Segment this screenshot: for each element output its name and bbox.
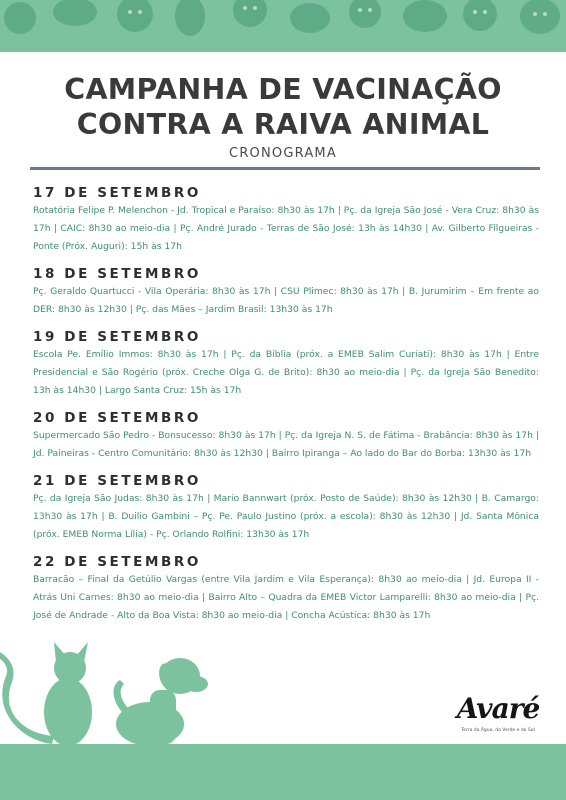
schedule-day	[33, 472, 539, 544]
schedule-day	[33, 184, 539, 256]
schedule-day	[33, 265, 539, 319]
logo-tagline: Terra da Água, do Verde e do Sol	[461, 728, 535, 733]
schedule-list	[33, 184, 539, 634]
day-locations: Pç. Geraldo Quartucci - Vila Operária: 8h30 às 17h | CSU Plimec: 8h30 às 17h | B. Jurumirim – Em frente ao DER: 8h30 às 12h30 | Pç. das Mães – Jardim Brasil: 13h30 às 17h	[33, 286, 539, 315]
day-date: 20 DE SETEMBRO	[33, 410, 201, 426]
day-date: 17 DE SETEMBRO	[33, 185, 201, 201]
logo-wordmark: Avaré	[456, 692, 540, 725]
page-subtitle: CRONOGRAMA	[229, 146, 337, 161]
day-locations: Supermercado São Pedro - Bonsucesso: 8h30 às 17h | Pç. da Igreja N. S. de Fátima - Brabância: 8h30 às 17h | Jd. Paineiras - Centro Comunitário: 8h30 às 12h30 | Bairro Ipiranga – Ao lado do Bar do Borba: 13h30 às 17h	[33, 430, 539, 459]
day-locations: Pç. da Igreja São Judas: 8h30 às 17h | Mario Bannwart (próx. Posto de Saúde): 8h30 às 12h30 | B. Camargo: 13h30 às 17h | B. Duilio Gambini – Pç. Pe. Paulo Justino (próx. a escola): 8h30 às 12h30 | Jd. Santa Mônica (próx. EMEB Norma Lília) - Pç. Orlando Rolfini: 13h30 às 17h	[33, 493, 539, 540]
schedule-day	[33, 409, 539, 463]
title-line-2: CONTRA A RAIVA ANIMAL	[76, 108, 490, 141]
day-date: 18 DE SETEMBRO	[33, 266, 201, 282]
day-locations: Escola Pe. Emílio Immos: 8h30 às 17h | Pç. da Bíblia (próx. a EMEB Salim Curiati): 8h30 às 17h | Entre Presidencial e São Rogério (próx. Creche Olga G. de Brito): 8h30 ao meio-dia | Pç. da Igreja São Benedito: 13h às 14h30 | Largo Santa Cruz: 15h às 17h	[33, 349, 539, 396]
schedule-day	[33, 328, 539, 400]
day-date: 22 DE SETEMBRO	[33, 554, 201, 570]
day-date: 21 DE SETEMBRO	[33, 473, 201, 489]
title-divider	[30, 167, 540, 170]
page-title	[0, 72, 566, 142]
city-logo	[444, 690, 552, 740]
animal-pattern-icon	[0, 0, 566, 52]
day-locations: Rotatória Felipe P. Melenchon - Jd. Tropical e Paraíso: 8h30 às 17h | Pç. da Igreja São José - Vera Cruz: 8h30 às 17h | CAIC: 8h30 ao meio-dia | Pç. André Jurado - Terras de São José: 13h às 14h30 | Av. Gilberto Filgueiras - Ponte (Próx. Auguri): 15h às 17h	[33, 205, 539, 252]
top-decorative-band	[0, 0, 566, 52]
day-locations: Barracão – Final da Getúlio Vargas (entre Vila Jardim e Vila Esperança): 8h30 ao meio-dia | Jd. Europa II - Atrás Uni Carnes: 8h30 ao meio-dia | Bairro Alto – Quadra da EMEB Victor Lamparelli: 8h30 ao meio-dia | Pç. José de Andrade - Alto da Boa Vista: 8h30 ao meio-dia | Concha Acústica: 8h30 às 17h	[33, 574, 539, 621]
schedule-day	[33, 553, 539, 625]
title-line-1: CAMPANHA DE VACINAÇÃO	[64, 73, 502, 106]
cat-and-dog-icon	[0, 620, 220, 750]
day-date: 19 DE SETEMBRO	[33, 329, 201, 345]
bottom-decorative-band	[0, 744, 566, 800]
